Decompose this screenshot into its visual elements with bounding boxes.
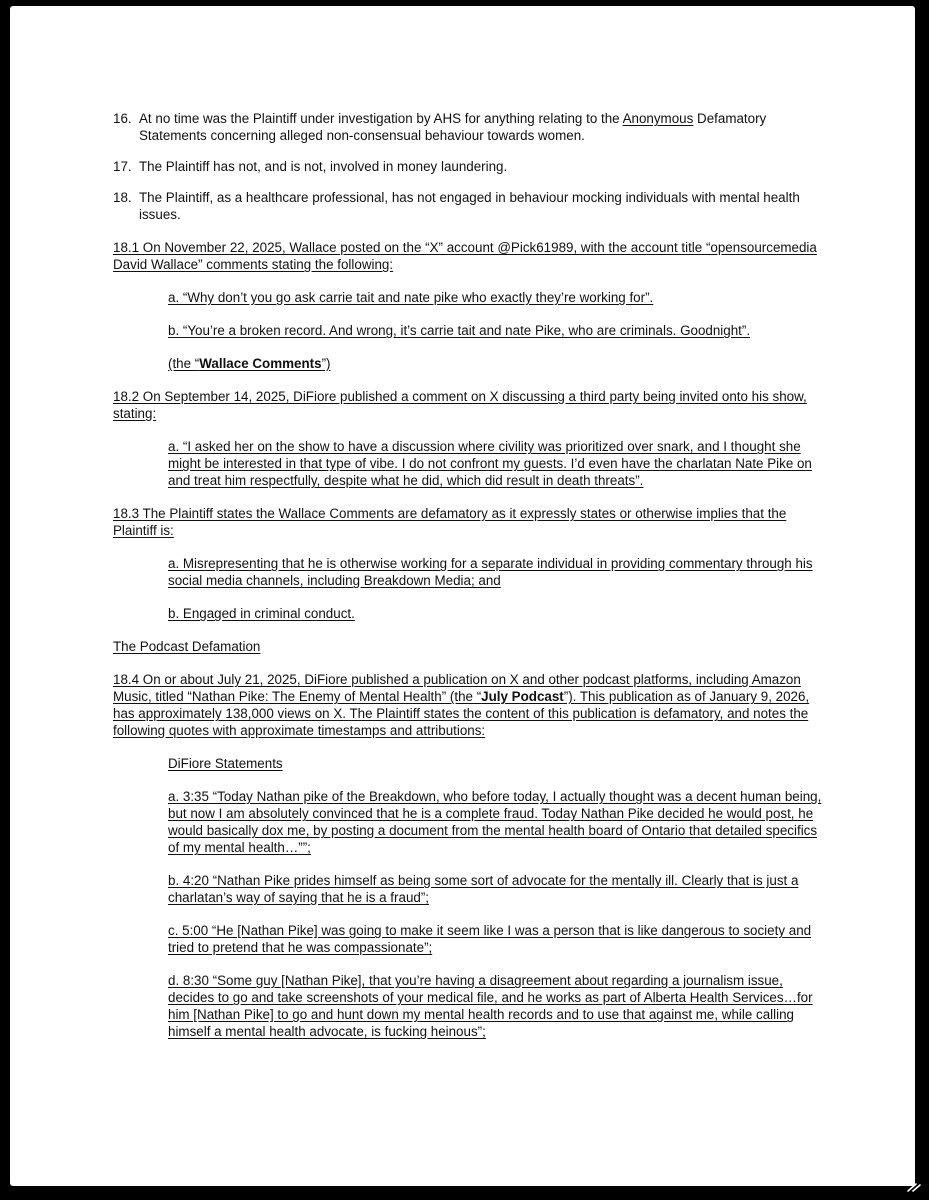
paragraph-18-2-intro: 18.2 On September 14, 2025, DiFiore published a comment on X discussing a third party being invited onto his show, stating: xyxy=(113,389,807,421)
paragraph-text: The Plaintiff, as a healthcare professional, has not engaged in behaviour mocking individuals with mental health issues. xyxy=(139,190,800,222)
paragraph-18-3-intro: 18.3 The Plaintiff states the Wallace Comments are defamatory as it expressly states or otherwise implies that the Plaintiff is: xyxy=(113,506,787,538)
paragraph-18-4-intro xyxy=(113,671,825,739)
implication-b: b. Engaged in criminal conduct. xyxy=(168,606,355,621)
paragraph-18 xyxy=(113,189,825,223)
underlined-word: Anonymous xyxy=(622,111,694,126)
definition-close: ”) xyxy=(321,356,331,371)
difiore-statements-subheading: DiFiore Statements xyxy=(168,756,283,771)
section-heading-podcast-defamation: The Podcast Defamation xyxy=(113,639,261,654)
wallace-comments-definition xyxy=(168,355,825,372)
statement-d: d. 8:30 “Some guy [Nathan Pike], that you’re having a disagreement about regarding a journalism issue, decides to go and take screenshots of your medical file, and he works as part of Alberta Health Services…for him [Nathan Pike] to go and hunt down my mental health records and to use that against me, while calling himself a mental health advocate, is fucking heinous”; xyxy=(168,973,813,1039)
paragraph-number: 16. xyxy=(113,111,132,126)
paragraph-17 xyxy=(113,158,825,175)
wallace-comment-b: b. “You’re a broken record. And wrong, it’s carrie tait and nate Pike, who are criminals. Goodnight”. xyxy=(168,323,751,338)
defined-term-july-podcast: July Podcast xyxy=(481,689,564,704)
paragraph-number: 18. xyxy=(113,190,132,205)
paragraph-number: 17. xyxy=(113,159,132,174)
definition-open: (the “ xyxy=(168,356,200,371)
difiore-comment-a: a. “I asked her on the show to have a discussion where civility was prioritized over snark, and I thought she might be interested in that type of vibe. I do not confront my guests. I’d even have the charlatan Nate Pike on and treat him respectfully, despite what he did, which did result in death threats”. xyxy=(168,439,812,488)
paragraph-text-continued: Defamatory Statements concerning alleged non-consensual behaviour towards women. xyxy=(139,111,767,143)
statement-c: c. 5:00 “He [Nathan Pike] was going to make it seem like I was a person that is like dangerous to society and tried to pretend that he was compassionate”; xyxy=(168,923,812,955)
paragraph-text: At no time was the Plaintiff under investigation by AHS for anything relating to the xyxy=(139,111,623,126)
paragraph-18-1-intro: 18.1 On November 22, 2025, Wallace posted on the “X” account @Pick61989, with the account title “opensourcemedia David Wallace” comments stating the following: xyxy=(113,240,817,272)
paragraph-16 xyxy=(113,110,825,144)
implication-a: a. Misrepresenting that he is otherwise working for a separate individual in providing commentary through his social media channels, including Breakdown Media; and xyxy=(168,556,813,588)
page-corner-mark-icon xyxy=(907,1180,921,1192)
intro-text: 18.4 On or about July 21, 2025, DiFiore published a publication on X and other podcast platforms, including Amazon Music, titled “Nathan Pike: The Enemy of Mental Health” (the “ xyxy=(113,672,801,704)
document-body xyxy=(113,110,825,1056)
paragraph-text: The Plaintiff has not, and is not, involved in money laundering. xyxy=(139,159,508,174)
statement-b: b. 4:20 “Nathan Pike prides himself as being some sort of advocate for the mentally ill. Clearly that is just a charlatan’s way of saying that he is a fraud”; xyxy=(168,873,799,905)
wallace-comment-a: a. “Why don’t you go ask carrie tait and nate pike who exactly they’re working for”. xyxy=(168,290,654,305)
defined-term-wallace-comments: Wallace Comments xyxy=(199,356,322,371)
document-page xyxy=(10,6,915,1186)
intro-text-continued: ”). This publication as of January 9, 2026, has approximately 138,000 views on X. The Plaintiff states the content of this publication is defamatory, and notes the following quotes with approximate timestamps and attributions: xyxy=(113,689,810,738)
statement-a: a. 3:35 “Today Nathan pike of the Breakdown, who before today, I actually thought was a decent human being, but now I am absolutely convinced that he is a complete fraud. Today Nathan Pike decided he would post, he would basically dox me, by posting a document from the mental health board of Ontario that detailed specifics of my mental health…””; xyxy=(168,789,822,855)
